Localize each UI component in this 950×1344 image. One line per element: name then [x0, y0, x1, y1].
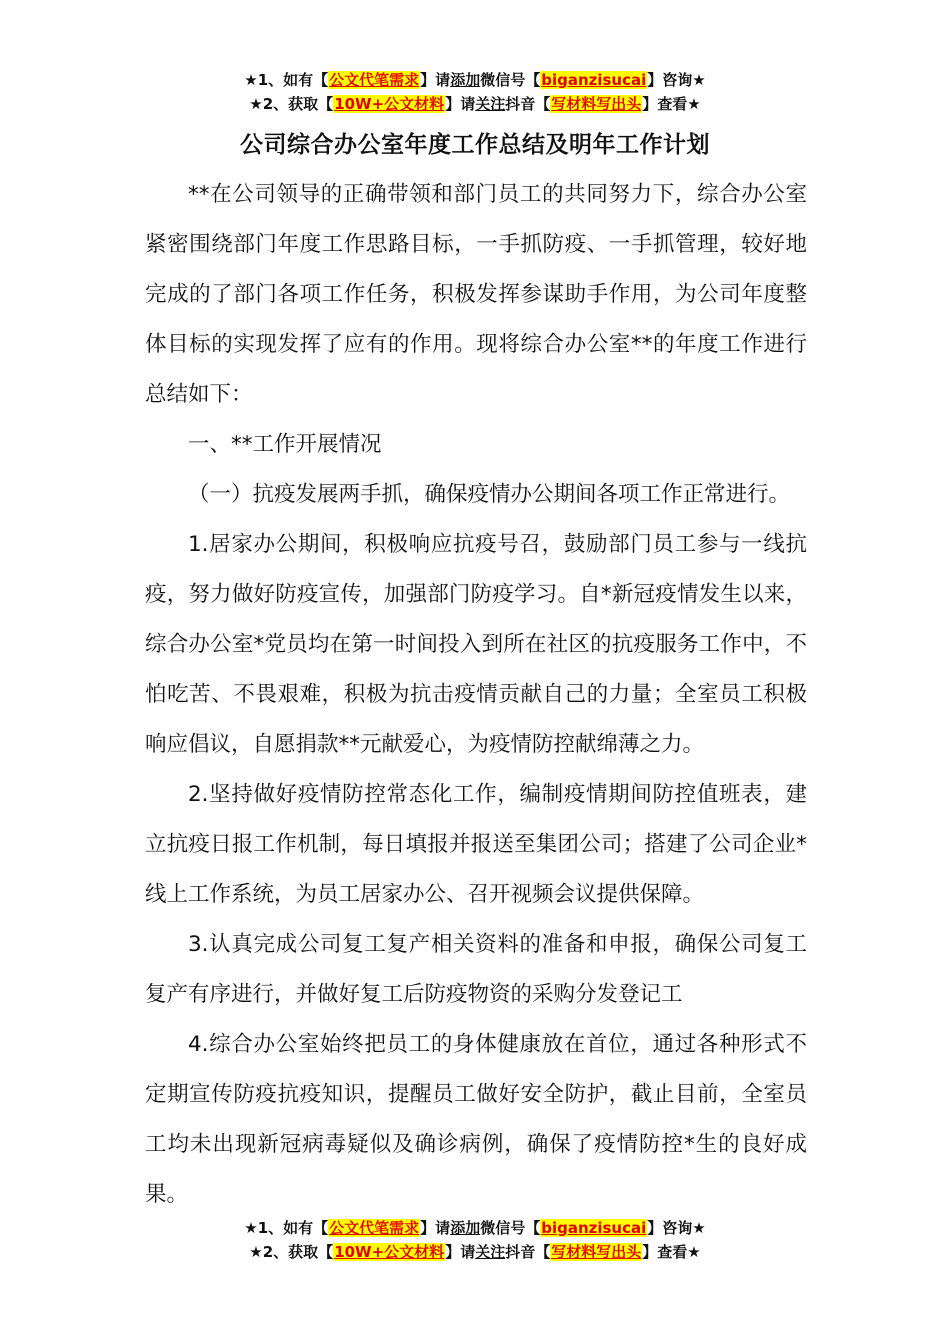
highlight-service: 公文代笔需求 [329, 71, 420, 89]
highlight-wechat: biganzisucai [541, 1219, 647, 1237]
promo-line-1: ★1、如有【公文代笔需求】请添加微信号【biganzisucai】咨询★ [244, 1219, 706, 1237]
highlight-materials: 10W+公文材料 [334, 1243, 445, 1261]
promo-footer [0, 1216, 950, 1264]
highlight-douyin: 写材料写出头 [551, 95, 642, 113]
highlight-materials: 10W+公文材料 [334, 95, 445, 113]
subsection-heading: （一）抗疫发展两手抓，确保疫情办公期间各项工作正常进行。 [188, 482, 791, 507]
paragraph-item-1: 1.居家办公期间，积极响应抗疫号召，鼓励部门员工参与一线抗疫，努力做好防疫宣传，加强部门防疫学习。自*新冠疫情发生以来，综合办公室*党员均在第一时间投入到所在社区的抗疫服务工作中，不怕吃苦、不畏艰难，积极为抗击疫情贡献自己的力量；全室员工积极响应倡议，自愿捐款**元献爱心，为疫情防控献绵薄之力。 [145, 532, 807, 757]
section-heading: 一、**工作开展情况 [188, 432, 382, 457]
highlight-service: 公文代笔需求 [329, 1219, 420, 1237]
highlight-wechat: biganzisucai [541, 71, 647, 89]
promo-header [0, 68, 950, 116]
highlight-douyin: 写材料写出头 [551, 1243, 642, 1261]
paragraph-intro: **在公司领导的正确带领和部门员工的共同努力下，综合办公室紧密围绕部门年度工作思路目标，一手抓防疫、一手抓管理，较好地完成的了部门各项工作任务，积极发挥参谋助手作用，为公司年度整体目标的实现发挥了应有的作用。现将综合办公室**的年度工作进行总结如下： [145, 182, 807, 407]
paragraph-item-3: 3.认真完成公司复工复产相关资料的准备和申报，确保公司复工复产有序进行，并做好复工后防疫物资的采购分发登记工 [145, 932, 807, 1007]
promo-line-2: ★2、获取【10W+公文材料】请关注抖音【写材料写出头】查看★ [249, 95, 701, 113]
promo-line-2: ★2、获取【10W+公文材料】请关注抖音【写材料写出头】查看★ [249, 1243, 701, 1261]
paragraph-item-4: 4.综合办公室始终把员工的身体健康放在首位，通过各种形式不定期宣传防疫抗疫知识，提醒员工做好安全防护，截止目前，全室员工均未出现新冠病毒疑似及确诊病例，确保了疫情防控*生的良好成果。 [145, 1032, 807, 1207]
promo-line-1: ★1、如有【公文代笔需求】请添加微信号【biganzisucai】咨询★ [244, 71, 706, 89]
document-title: 公司综合办公室年度工作总结及明年工作计划 [240, 132, 710, 158]
paragraph-item-2: 2.坚持做好疫情防控常态化工作，编制疫情期间防控值班表，建立抗疫日报工作机制，每日填报并报送至集团公司；搭建了公司企业*线上工作系统，为员工居家办公、召开视频会议提供保障。 [145, 782, 807, 907]
document-body [145, 170, 807, 1220]
